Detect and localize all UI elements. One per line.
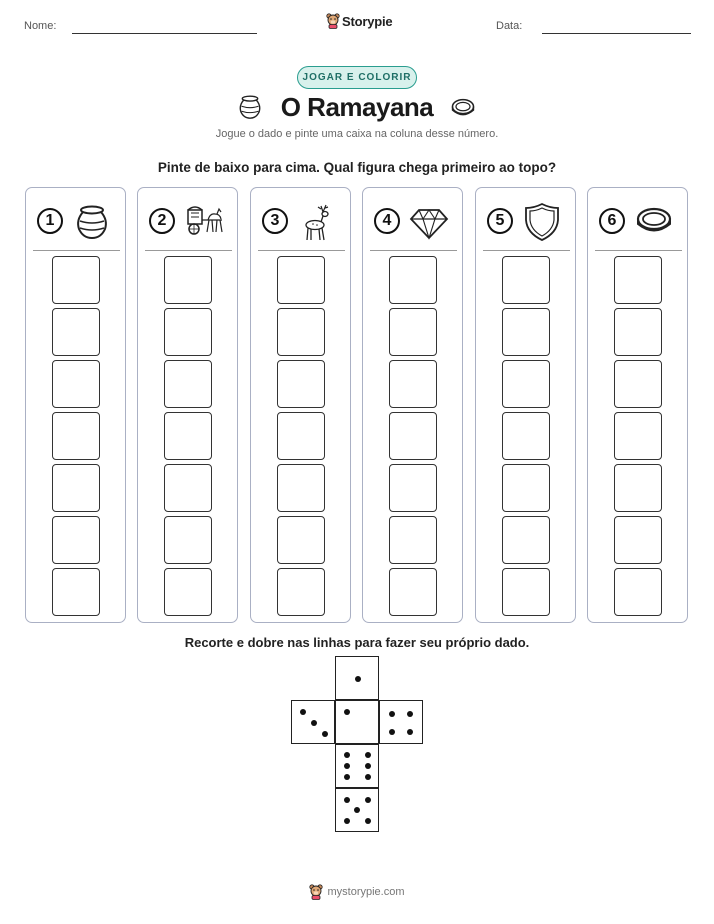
coloring-instruction: Pinte de baixo para cima. Qual figura chega primeiro ao topo? (157, 160, 557, 175)
brand-name: Storypie (342, 13, 393, 29)
color-box[interactable] (277, 516, 325, 564)
color-box[interactable] (277, 308, 325, 356)
name-line (72, 33, 257, 34)
color-box[interactable] (52, 516, 100, 564)
color-box[interactable] (502, 360, 550, 408)
color-box[interactable] (614, 464, 662, 512)
column-divider (595, 250, 682, 251)
die-pip (344, 752, 350, 758)
die-face-5 (335, 788, 379, 832)
die-pip (365, 774, 371, 780)
column-2 (137, 187, 238, 623)
color-box[interactable] (502, 516, 550, 564)
color-box[interactable] (614, 516, 662, 564)
chariot-icon (184, 202, 224, 242)
die-pip (365, 763, 371, 769)
column-divider (370, 250, 457, 251)
column-header (37, 202, 117, 240)
page-title: O Ramayana (280, 92, 434, 122)
color-box[interactable] (164, 308, 212, 356)
bear-logo-icon (326, 13, 340, 29)
die-pip (365, 797, 371, 803)
column-4 (362, 187, 463, 623)
color-box[interactable] (502, 412, 550, 460)
color-box[interactable] (389, 568, 437, 616)
column-number: 3 (262, 208, 288, 234)
die-face-4 (379, 700, 423, 744)
color-box[interactable] (389, 308, 437, 356)
color-box[interactable] (164, 256, 212, 304)
die-face-6 (335, 744, 379, 788)
column-number: 2 (149, 208, 175, 234)
cut-instruction: Recorte e dobre nas linhas para fazer seu próprio dado. (184, 635, 530, 650)
column-header (262, 202, 342, 240)
color-box[interactable] (277, 464, 325, 512)
ring-icon (449, 94, 477, 122)
die-pip (300, 709, 306, 715)
pot-icon (72, 202, 112, 242)
die-pip (365, 818, 371, 824)
date-line (542, 33, 691, 34)
worksheet-header (0, 0, 714, 50)
color-box[interactable] (277, 256, 325, 304)
column-header (374, 202, 454, 240)
column-divider (483, 250, 570, 251)
die-face-3 (291, 700, 335, 744)
column-number: 4 (374, 208, 400, 234)
color-box[interactable] (52, 360, 100, 408)
column-divider (33, 250, 120, 251)
die-pip (344, 763, 350, 769)
ring-icon (634, 202, 674, 242)
die-pip (389, 729, 395, 735)
column-divider (258, 250, 345, 251)
color-box[interactable] (614, 256, 662, 304)
color-box[interactable] (614, 360, 662, 408)
column-1 (25, 187, 126, 623)
color-box[interactable] (502, 568, 550, 616)
color-box[interactable] (389, 412, 437, 460)
column-3 (250, 187, 351, 623)
title-row (0, 92, 714, 124)
color-box[interactable] (52, 412, 100, 460)
color-box[interactable] (389, 360, 437, 408)
column-header (487, 202, 567, 240)
column-header (149, 202, 229, 240)
die-pip (344, 797, 350, 803)
date-label: Data: (496, 20, 523, 32)
die-face-center (335, 700, 379, 744)
color-box[interactable] (164, 360, 212, 408)
name-label: Nome: (24, 20, 57, 32)
color-box[interactable] (502, 308, 550, 356)
deer-icon (297, 202, 337, 242)
color-box[interactable] (164, 412, 212, 460)
shield-icon (522, 202, 562, 242)
die-pip (344, 818, 350, 824)
color-box[interactable] (164, 568, 212, 616)
color-box[interactable] (164, 464, 212, 512)
color-box[interactable] (277, 360, 325, 408)
column-header (599, 202, 679, 240)
column-number: 1 (37, 208, 63, 234)
color-box[interactable] (389, 516, 437, 564)
color-box[interactable] (614, 308, 662, 356)
die-pip (322, 731, 328, 737)
page-subtitle: Jogue o dado e pinte uma caixa na coluna desse número. (215, 128, 499, 140)
column-number: 5 (487, 208, 513, 234)
bear-logo-icon (309, 884, 323, 900)
color-box[interactable] (502, 256, 550, 304)
color-box[interactable] (277, 412, 325, 460)
die-pip (407, 729, 413, 735)
color-box[interactable] (52, 568, 100, 616)
footer-url[interactable]: mystorypie.com (327, 886, 405, 898)
color-box[interactable] (277, 568, 325, 616)
column-6 (587, 187, 688, 623)
die-pip (354, 807, 360, 813)
color-box[interactable] (389, 256, 437, 304)
die-pip (355, 676, 361, 682)
die-pip (344, 709, 350, 715)
die-pip (344, 774, 350, 780)
die-pip (365, 752, 371, 758)
color-box[interactable] (614, 412, 662, 460)
column-divider (145, 250, 232, 251)
color-box[interactable] (502, 464, 550, 512)
color-box[interactable] (52, 256, 100, 304)
die-pip (311, 720, 317, 726)
color-box[interactable] (52, 464, 100, 512)
die-pip (389, 711, 395, 717)
brand-logo (326, 13, 392, 29)
color-box[interactable] (164, 516, 212, 564)
footer (0, 884, 714, 900)
color-box[interactable] (389, 464, 437, 512)
die-face-1 (335, 656, 379, 700)
color-box[interactable] (52, 308, 100, 356)
column-5 (475, 187, 576, 623)
die-pip (407, 711, 413, 717)
color-box[interactable] (614, 568, 662, 616)
activity-badge: JOGAR E COLORIR (297, 66, 417, 89)
diamond-icon (409, 202, 449, 242)
column-number: 6 (599, 208, 625, 234)
